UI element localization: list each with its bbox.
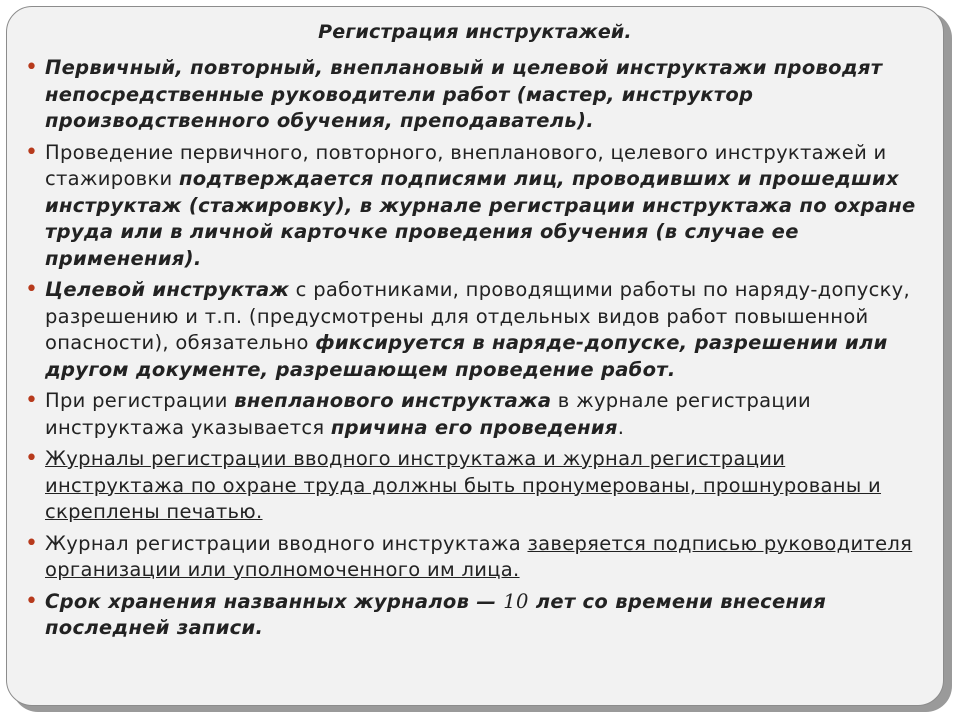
text-segment: в журнале регистрации инструктажа указывается (45, 389, 811, 439)
item-text (45, 447, 881, 523)
list-item (25, 277, 925, 383)
item-text (45, 590, 826, 640)
text-segment: лет со времени внесения последней записи. (45, 589, 827, 639)
item-text (45, 56, 882, 132)
item-text (45, 389, 811, 439)
list-item (25, 140, 925, 273)
text-segment: фиксируется в наряде-допуске, разрешении или другом документе, разрешающем проведение работ. (45, 331, 888, 381)
list-item (25, 589, 925, 642)
list-item (25, 55, 925, 135)
bullet-icon: • (25, 55, 39, 80)
text-segment: Журналы регистрации вводного инструктажа и журнал регистрации инструктажа по охране труда должны быть пронумерованы, прошнурованы и скреплены печатью. (45, 447, 882, 523)
bullet-icon: • (25, 588, 39, 614)
text-segment: Первичный, повторный, внеплановый и целевой инструктажи проводят непосредственные руководители работ (мастер, инструктор производственного обучения, преподаватель). (45, 56, 883, 132)
text-segment: 10 (503, 589, 529, 613)
text-segment: Срок хранения названных журналов — (45, 589, 504, 613)
text-segment: подтверждается подписями лиц, проводивших и прошедших инструктаж (стажировку), в журнале регистрации инструктажа по охране труда или в личной карточке проведения обучения (в случае ее применения). (45, 167, 916, 270)
list-item (25, 446, 925, 526)
item-text (45, 141, 916, 270)
text-segment: заверяется подписью руководителя организации или уполномоченного им лица. (45, 531, 913, 581)
bullet-icon: • (25, 277, 39, 302)
list-item (25, 388, 925, 441)
item-text (45, 532, 912, 582)
bullet-icon: • (25, 388, 39, 413)
bullet-list (25, 55, 925, 647)
bullet-icon: • (25, 446, 39, 471)
text-segment: с работниками, проводящими работы по наряду-допуску, разрешению и т.п. (предусмотрены для отдельных видов работ повышенной опасности), обязательно (45, 278, 911, 354)
text-segment: Журнал регистрации вводного инструктажа (45, 531, 528, 555)
text-segment: . (617, 415, 625, 439)
slide (6, 6, 944, 706)
text-segment: причина его проведения (330, 415, 618, 439)
list-item (25, 531, 925, 584)
bullet-icon: • (25, 530, 39, 556)
item-text (45, 278, 910, 381)
text-segment: При регистрации (45, 389, 235, 412)
text-segment: Проведение первичного, повторного, внепланового, целевого инструктажей и стажировки (45, 140, 887, 190)
text-segment: внепланового инструктажа (234, 389, 552, 412)
slide-title: Регистрация инструктажей. (318, 21, 632, 43)
text-segment: Целевой инструктаж (45, 278, 290, 301)
bullet-icon: • (25, 139, 39, 165)
